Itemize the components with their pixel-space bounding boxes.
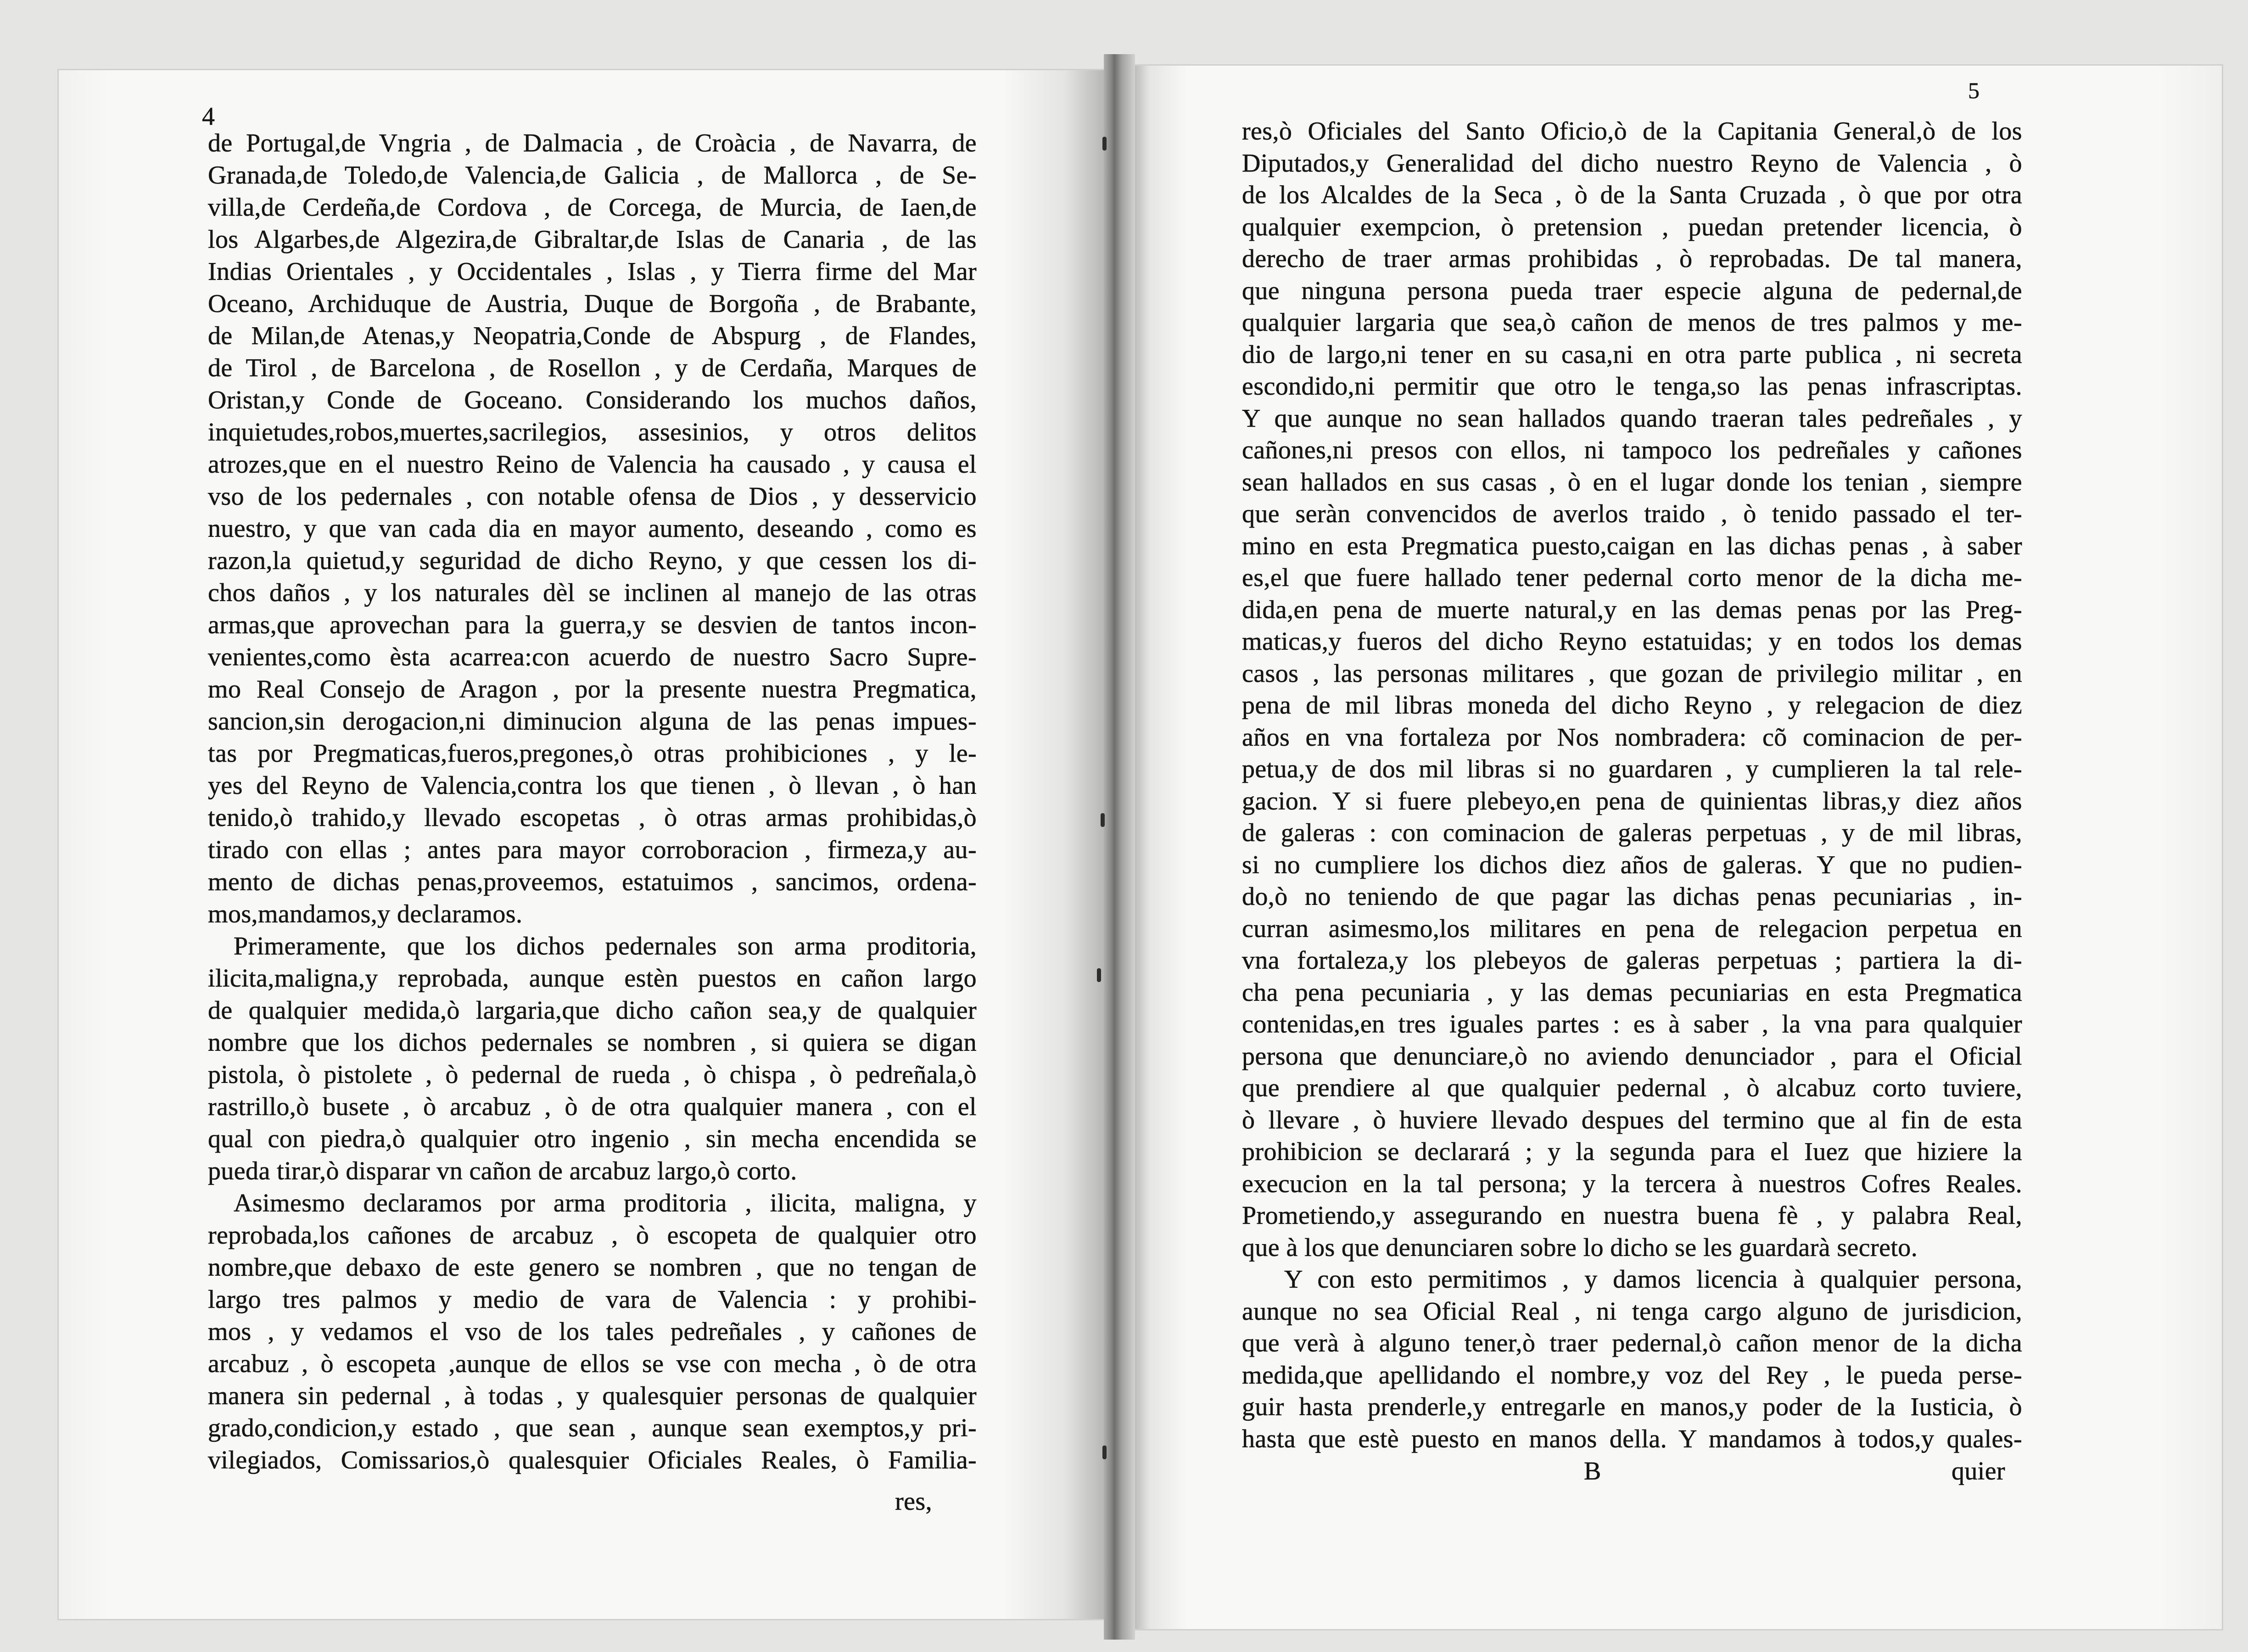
- text-line: cañones,ni presos con ellos, ni tampoco los pedreñales y cañones: [1242, 436, 2022, 464]
- page-number: 5: [1968, 78, 1980, 103]
- text-line: vilegiados, Comissarios,ò qualesquier Oficiales Reales, ò Familia-: [208, 1446, 977, 1474]
- text-line: manera sin pedernal , à todas , y qualesquier personas de qualquier: [208, 1382, 977, 1410]
- text-line: dio de largo,ni tener en su casa,ni en otra parte publica , ni secreta: [1242, 340, 2022, 369]
- text-line: que verà à alguno tener,ò traer pedernal,ò cañon menor de la dicha: [1242, 1329, 2022, 1357]
- text-line: curran asimesmo,los militares en pena de relegacion perpetua en: [1242, 914, 2022, 943]
- text-line: arcabuz , ò escopeta ,aunque de ellos se vse con mecha , ò de otra: [208, 1350, 977, 1378]
- binding-hole: [1097, 968, 1101, 982]
- text-line: de qualquier medida,ò largaria,que dicho cañon sea,y de qualquier: [208, 996, 977, 1025]
- text-line: pistola, ò pistolete , ò pedernal de rueda , ò chispa , ò pedreñala,ò: [208, 1060, 977, 1089]
- text-line: Prometiendo,y assegurando en nuestra buena fè , y palabra Real,: [1242, 1201, 2022, 1230]
- text-line: mento de dichas penas,proveemos, estatuimos , sancimos, ordena-: [208, 868, 977, 896]
- text-line: qualquier largaria que sea,ò cañon de menos de tres palmos y me-: [1242, 308, 2022, 337]
- text-line: mo Real Consejo de Aragon , por la presente nuestra Pregmatica,: [208, 675, 977, 703]
- text-line: guir hasta prenderle,y entregarle en manos,y poder de la Iusticia, ò: [1242, 1393, 2022, 1421]
- text-line: vso de los pedernales , con notable ofensa de Dios , y desservicio: [208, 482, 977, 511]
- text-line: ò llevare , ò huviere llevado despues del termino que al fin de esta: [1242, 1105, 2022, 1134]
- catchword: res,: [895, 1487, 932, 1516]
- paragraph-start-line: Y con esto permitimos , y damos licencia à qualquier persona,: [1284, 1265, 2022, 1294]
- text-line: nuestro, y que van cada dia en mayor aumento, deseando , como es: [208, 514, 977, 543]
- text-line: de Portugal,de Vngria , de Dalmacia , de Croàcia , de Navarra, de: [208, 129, 977, 157]
- catchword-row: [1242, 1455, 2022, 1487]
- catchword: quier: [1951, 1457, 2005, 1485]
- text-line: Y que aunque no sean hallados quando traeran tales pedreñales , y: [1242, 404, 2022, 433]
- text-line: ilicita,maligna,y reprobada, aunque estèn puestos en cañon largo: [208, 964, 977, 993]
- text-line: gacion. Y si fuere plebeyo,en pena de quinientas libras,y diez años: [1242, 787, 2022, 815]
- text-line: mos , y vedamos el vso de los tales pedreñales , y cañones de: [208, 1317, 977, 1346]
- text-line: que prendiere al que qualquier pedernal , ò alcabuz corto tuviere,: [1242, 1074, 2022, 1102]
- text-line: do,ò no teniendo de que pagar las dichas penas pecuniarias , in-: [1242, 882, 2022, 911]
- text-line: petua,y de dos mil libras si no guardaren , y cumplieren la tal rele-: [1242, 755, 2022, 783]
- left-text-block: [208, 127, 977, 1518]
- binding-hole: [1101, 813, 1105, 827]
- text-line: mino en esta Pregmatica puesto,caigan en las dichas penas , à saber: [1242, 531, 2022, 560]
- text-line: yes del Reyno de Valencia,contra los que tienen , ò llevan , ò han: [208, 771, 977, 800]
- text-line: de galeras : con cominacion de galeras perpetuas , y de mil libras,: [1242, 819, 2022, 847]
- text-line: nombre,que debaxo de este genero se nombren , que no tengan de: [208, 1253, 977, 1282]
- text-line: Diputados,y Generalidad del dicho nuestro Reyno de Valencia , ò: [1242, 149, 2022, 178]
- text-line: dida,en pena de muerte natural,y en las demas penas por las Preg-: [1242, 595, 2022, 624]
- text-line: grado,condicion,y estado , que sean , aunque sean exemptos,y pri-: [208, 1414, 977, 1442]
- text-line: reprobada,los cañones de arcabuz , ò escopeta de qualquier otro: [208, 1221, 977, 1250]
- text-line: inquietudes,robos,muertes,sacrilegios, assesinios, y otros delitos: [208, 418, 977, 446]
- text-line: medida,que apellidando el nombre,y voz del Rey , le pueda perse-: [1242, 1361, 2022, 1390]
- text-line: vna fortaleza,y los plebeyos de galeras perpetuas ; partiera la di-: [1242, 946, 2022, 975]
- left-page: [57, 69, 1107, 1620]
- text-line: qual con piedra,ò qualquier otro ingenio , sin mecha encendida se: [208, 1125, 977, 1153]
- text-line: persona que denunciare,ò no aviendo denunciador , para el Oficial: [1242, 1042, 2022, 1071]
- text-line: execucion en la tal persona; y la tercera à nuestros Cofres Reales.: [1242, 1169, 2022, 1198]
- text-line: Granada,de Toledo,de Valencia,de Galicia , de Mallorca , de Se-: [208, 161, 977, 190]
- text-line: largo tres palmos y medio de vara de Valencia : y prohibi-: [208, 1285, 977, 1314]
- page-number: 4: [202, 102, 215, 131]
- paragraph-end-line: que à los que denunciaren sobre lo dicho se les guardarà secreto.: [1242, 1233, 1918, 1262]
- text-line: tenido,ò trahido,y llevado escopetas , ò otras armas prohibidas,ò: [208, 804, 977, 832]
- text-line: de Tirol , de Barcelona , de Rosellon , y de Cerdaña, Marques de: [208, 354, 977, 382]
- text-line: venientes,como èsta acarrea:con acuerdo de nuestro Sacro Supre-: [208, 643, 977, 671]
- catchword-row: [208, 1485, 977, 1518]
- text-line: contenidas,en tres iguales partes : es à saber , la vna para qualquier: [1242, 1010, 2022, 1038]
- binding-hole: [1102, 137, 1107, 151]
- book-gutter: [1104, 54, 1135, 1640]
- text-line: sancion,sin derogacion,ni diminucion alguna de las penas impues-: [208, 707, 977, 736]
- paragraph-start-line: Primeramente, que los dichos pedernales son arma proditoria,: [234, 932, 977, 960]
- paragraph-start-line: Asimesmo declaramos por arma proditoria , ilicita, maligna, y: [234, 1189, 977, 1217]
- text-line: de los Alcaldes de la Seca , ò de la Santa Cruzada , ò que por otra: [1242, 181, 2022, 209]
- right-text-block: [1242, 116, 2022, 1487]
- text-line: tirado con ellas ; antes para mayor corroboracion , firmeza,y au-: [208, 836, 977, 864]
- text-line: prohibicion se declarará ; y la segunda para el Iuez que hiziere la: [1242, 1138, 2022, 1166]
- text-line: derecho de traer armas prohibidas , ò reprobadas. De tal manera,: [1242, 245, 2022, 273]
- text-line: aunque no sea Oficial Real , ni tenga cargo alguno de jurisdicion,: [1242, 1297, 2022, 1326]
- text-line: de Milan,de Atenas,y Neopatria,Conde de Abspurg , de Flandes,: [208, 322, 977, 350]
- text-line: que ninguna persona pueda traer especie alguna de pedernal,de: [1242, 276, 2022, 305]
- text-line: si no cumpliere los dichos diez años de galeras. Y que no pudien-: [1242, 850, 2022, 879]
- text-line: Oceano, Archiduque de Austria, Duque de Borgoña , de Brabante,: [208, 290, 977, 318]
- text-line: escondido,ni permitir que otro le tenga,so las penas infrascriptas.: [1242, 372, 2022, 401]
- text-line: Indias Orientales , y Occidentales , Islas , y Tierra firme del Mar: [208, 257, 977, 286]
- text-line: atrozes,que en el nuestro Reino de Valencia ha causado , y causa el: [208, 450, 977, 479]
- text-line: pena de mil libras moneda del dicho Reyno , y relegacion de diez: [1242, 691, 2022, 720]
- text-line: cha pena pecuniaria , y las demas pecuniarias en esta Pregmatica: [1242, 978, 2022, 1007]
- text-line: chos daños , y los naturales dèl se inclinen al manejo de las otras: [208, 579, 977, 607]
- text-line: los Algarbes,de Algezira,de Gibraltar,de Islas de Canaria , de las: [208, 225, 977, 254]
- text-line: casos , las personas militares , que gozan de privilegio militar , en: [1242, 659, 2022, 688]
- text-line: tas por Pregmaticas,fueros,pregones,ò otras prohibiciones , y le-: [208, 739, 977, 768]
- text-line: res,ò Oficiales del Santo Oficio,ò de la Capitania General,ò de los: [1242, 117, 2022, 145]
- right-page: [1133, 64, 2223, 1630]
- text-line: qualquier exempcion, ò pretension , puedan pretender licencia, ò: [1242, 212, 2022, 241]
- text-line: años en vna fortaleza por Nos nombradera: cõ cominacion de per-: [1242, 723, 2022, 752]
- text-line: villa,de Cerdeña,de Cordova , de Corcega, de Murcia, de Iaen,de: [208, 193, 977, 222]
- text-line: sean hallados en sus casas , ò en el lugar donde los tenian , siempre: [1242, 468, 2022, 497]
- text-line: rastrillo,ò busete , ò arcabuz , ò de otra qualquier manera , con el: [208, 1093, 977, 1121]
- paragraph-end-line: mos,mandamos,y declaramos.: [208, 900, 523, 928]
- text-line: nombre que los dichos pedernales se nombren , si quiera se digan: [208, 1028, 977, 1057]
- paragraph-end-line: pueda tirar,ò disparar vn cañon de arcabuz largo,ò corto.: [208, 1157, 797, 1185]
- text-line: armas,que aprovechan para la guerra,y se desvien de tantos incon-: [208, 611, 977, 639]
- text-line: razon,la quietud,y seguridad de dicho Reyno, y que cessen los di-: [208, 547, 977, 575]
- text-line: Oristan,y Conde de Goceano. Considerando los muchos daños,: [208, 386, 977, 414]
- text-line: hasta que estè puesto en manos della. Y mandamos à todos,y quales-: [1242, 1424, 2022, 1453]
- text-line: maticas,y fueros del dicho Reyno estatuidas; y en todos los demas: [1242, 627, 2022, 656]
- text-line: que seràn convencidos de averlos traido , ò tenido passado el ter-: [1242, 500, 2022, 528]
- binding-hole: [1102, 1446, 1107, 1459]
- signature-mark: B: [1584, 1457, 1601, 1485]
- text-line: es,el que fuere hallado tener pedernal corto menor de la dicha me-: [1242, 564, 2022, 592]
